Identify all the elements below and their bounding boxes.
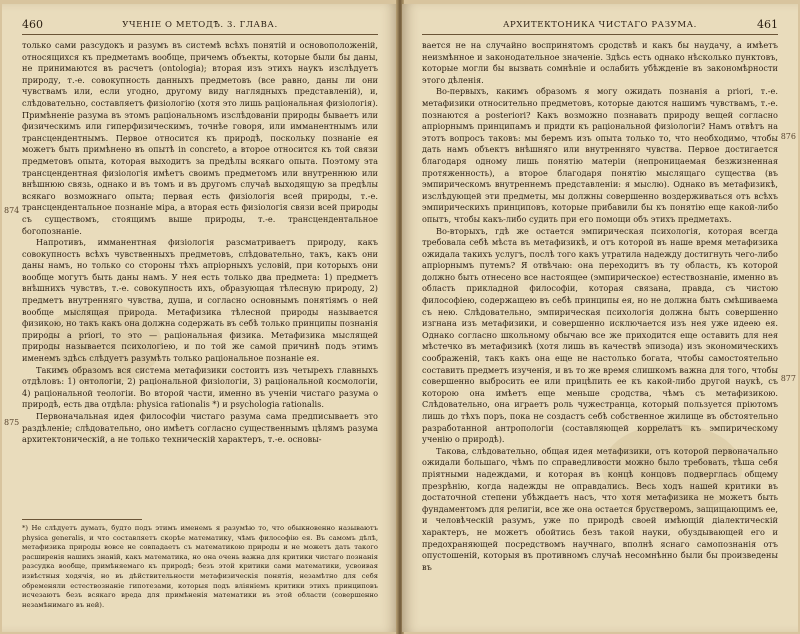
- paragraph: Первоначальная идея философіи чистаго разума сама предписываетъ это раздѣленіе; слѣдовательно, оно имѣетъ согласно существеннымъ цѣлямъ разума архитектоническій, а не только техническій характеръ, т.-е. основы-: [22, 411, 378, 445]
- paragraph: Во-первыхъ, какимъ образомъ я могу ожидать познанія a priori, т.-е. метафизики относительно предметовъ, которые даются нашимъ чувствамъ, т.-е. познаются a posteriori? Какъ возможно познавать природу вещей согласно апріорнымъ принципамъ и придти къ раціональной физіологіи? Намъ отвѣтъ на этотъ вопросъ таковъ: мы беремъ изъ опыта только то, что необходимо, чтобы дать намъ объектъ внѣшняго или внутренняго чувства. Первое достигается благодаря одному лишь понятію матеріи (непроницаемая безжизненная протяженность), а второе благодаря понятію мыслящаго существа (въ эмпирическомъ внутреннемъ представленіи: я мыслю). Однако въ метафизикѣ, изслѣдующей эти предметы, мы должны совершенно воздерживаться отъ всѣхъ эмпирическихъ принциповъ, которые прибавили бы къ понятію еще какой-либо опытъ, чтобы какъ-либо судить при его помощи объ этихъ предметахъ.: [422, 86, 778, 224]
- paragraph: только сами разсудокъ и разумъ въ системѣ всѣхъ понятій и основоположеній, относящихся къ предметамъ вообще, причемъ объекты, которые были бы даны, не принимаются въ расчетъ (ontologia); вторая изъ этихъ наукъ изслѣдуетъ природу, т.-е. совокупность данныхъ предметовъ (все равно, даны ли они чувствамъ или, если угодно, другому виду наглядныхъ представленій), и, слѣдовательно, составляетъ физіологію (хотя это лишь раціональная физіологія). Примѣненіе разума въ этомъ раціональномъ изслѣдованіи природы бываетъ или физическимъ или гиперфизическимъ, точнѣе говоря, или имманентнымъ или трансцендентнымъ. Первое относится къ природѣ, поскольку познаніе ея можетъ быть примѣнено въ опытѣ in concreto, а второе относится къ той связи предметовъ опыта, которая выходитъ за предѣлы всякаго опыта. Поэтому эта трансцендентная физіологія имѣетъ своимъ предметомъ или внутреннюю или внѣшнюю связь, однако и въ томъ и въ другомъ случаѣ выходящую за предѣлы всякаго возможнаго опыта; первая есть физіологія всей природы, т.-е. трансцендентальное познаніе міра, а вторая есть физіологія связи всей природы съ существомъ, стоящимъ выше природы, т.-е. трансцендентальное богопознаніе.: [22, 40, 378, 236]
- left-page-header: [22, 18, 378, 32]
- paragraph: вается не на случайно воспринятомъ сродствѣ и какъ бы наудачу, а имѣетъ неизмѣнное и законодательное значеніе. Здѣсь есть однако нѣсколько пунктовъ, которые могли бы вызвать сомнѣніе и ослабить убѣжденіе въ закономѣрности этого дѣленія.: [422, 40, 778, 85]
- right-page-number: 461: [757, 18, 778, 31]
- footnote-rule: [22, 519, 142, 520]
- paragraph: Напротивъ, имманентная физіологія разсматриваетъ природу, какъ совокупность всѣхъ чувственныхъ предметовъ, слѣдовательно, такъ, какъ они даны намъ, но только со стороны тѣхъ апріорныхъ условій, при которыхъ они вообще могутъ быть даны намъ. У нея есть только два предмета: 1) предметъ внѣшнихъ чувствъ, т.-е. совокупность ихъ, образующая тѣлесную природу, 2) предметъ внутренняго чувства, душа, и согласно основнымъ понятіямъ о ней вообще мыслящая природа. Метафизика тѣлесной природы называется физикою, но такъ какъ она должна содержать въ себѣ только принципы познанія природы a priori, то это — раціональная физика. Метафизика мыслящей природы называется психологіею, и по той же самой причинѣ подъ этимъ именемъ здѣсь слѣдуетъ разумѣть только раціональное познаніе ея.: [22, 237, 379, 364]
- footnote: *) Не слѣдуетъ думать, будто подъ этимъ именемъ я разумѣю то, что обыкновенно называютъ physica generalis, и что составляетъ скорѣе математику, чѣмъ философію ея. Въ самомъ дѣлѣ, метафизика природы вовсе не совпадаетъ съ математикою природы и не можетъ дать такого расширенія нашихъ знаній, какъ математика, но она очень важна для критики чистаго познанія разсудка вообще, примѣняемаго къ природѣ; безъ этой критики сами математики, усвоивая извѣстныя ходячія, но въ дѣйствительности метафизическія понятія, незамѣтно для себя обременяли естествознаніе гипотезами, которыя подъ вліяніемъ критики этихъ принциповъ исчезаютъ безъ всякаго вреда для примѣненія математики въ этой области (совершенно незамѣнимаго въ ней).: [22, 524, 378, 609]
- left-page-number: 460: [22, 18, 43, 31]
- margin-ref: 874: [4, 206, 20, 215]
- left-page-body: [22, 40, 378, 446]
- margin-ref: 875: [4, 418, 20, 427]
- margin-ref: 876: [780, 132, 796, 141]
- right-page-body: [422, 40, 778, 573]
- left-page: [2, 4, 398, 632]
- paragraph: Во-вторыхъ, гдѣ же остается эмпирическая психологія, которая всегда требовала себѣ мѣста въ метафизикѣ, и отъ которой въ наше время метафизика ожидала такихъ услугъ, послѣ того какъ утратила надежду достигнуть чего-либо апріорнымъ путемъ? Я отвѣчаю: она переходитъ въ ту область, къ которой должно быть отнесено все настоящее (эмпирическое) естествознаніе, именно въ область прикладной философіи, которая связана, правда, съ чистою философіею, содержащею въ себѣ принципы ея, но не должна быть смѣшиваема съ нею. Слѣдовательно, эмпирическая психологія должна быть совершенно изгнана изъ метафизики, и совершенно исключается изъ нея уже идеею ея. Однако согласно школьному обычаю все же приходится еще оставить для нея мѣстечко въ метафизикѣ (хотя лишь въ качествѣ эпизода) изъ экономическихъ соображеній, такъ какъ она еще не настолько богата, чтобы самостоятельно составить предметъ изученія, и въ то же время слишкомъ важна для того, чтобы совершенно выбросить ее или прицѣпить ее къ какой-либо другой наукѣ, съ которою она имѣетъ еще меньше сродства, чѣмъ съ метафизикою. Слѣдовательно, она играетъ роль чужестранца, который пользуется пріютомъ лишь до тѣхъ поръ, пока не создастъ себѣ собственное жилище въ обстоятельно разработанной антропологіи (составляющей коррелатъ къ эмпирическому ученію о природѣ).: [422, 225, 778, 445]
- right-running-title: АРХИТЕКТОНИКА ЧИСТАГО РАЗУМА.: [503, 20, 697, 30]
- paragraph: Такова, слѣдовательно, общая идея метафизики, отъ которой первоначально ожидали большаго, чѣмъ по справедливости можно было требовать, тѣша себя пріятными надеждами, и которая въ концѣ концовъ подверглась общему презрѣнію, когда надежды не оправдались. Весь ходъ нашей критики въ достаточной степени убѣждаетъ насъ, что хотя метафизика не можетъ быть фундаментомъ для религіи, все же она остается брустверомъ, защищающимъ ее, и человѣческій разумъ, уже по природѣ своей имѣющій діалектическій характеръ, не можетъ обойтись безъ такой науки, обуздывающей его и предохраняющей посредствомъ научнаго, вполнѣ яснаго самопознанія отъ опустошеній, которыя въ противномъ случаѣ несомнѣнно были бы произведены въ: [422, 445, 778, 572]
- right-page: [402, 4, 798, 632]
- margin-ref: 877: [780, 374, 796, 383]
- paragraph: Такимъ образомъ вся система метафизики состоитъ изъ четырехъ главныхъ отдѣловъ: 1) онтологіи, 2) раціональной физіологіи, 3) раціональной космологіи, 4) раціональной теологіи. Во второй части, именно въ ученіи чистаго разума о природѣ, есть два отдѣла: physica rationalis *) и psychologia rationalis.: [22, 364, 378, 410]
- right-page-header: [422, 18, 778, 32]
- header-rule: [422, 34, 778, 35]
- header-rule: [22, 34, 378, 35]
- left-running-title: УЧЕНІЕ О МЕТОДѢ. 3. ГЛАВА.: [122, 20, 278, 30]
